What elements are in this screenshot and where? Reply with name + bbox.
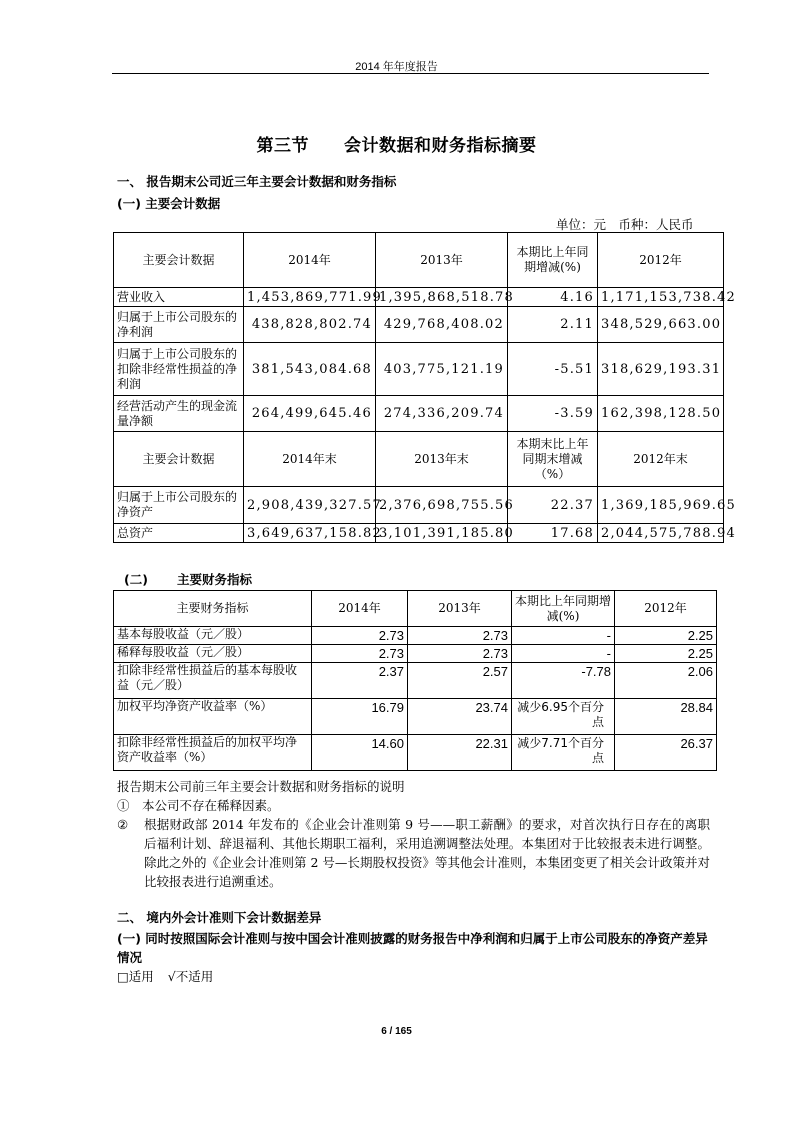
row-label: 扣除非经常性损益后的基本每股收益（元／股） [114, 663, 312, 699]
applicability [117, 967, 213, 986]
table-row [114, 487, 724, 524]
value-cell: 2,376,698,755.56 [376, 487, 508, 524]
value-cell: 2,908,439,327.57 [244, 487, 376, 524]
table-row [114, 663, 717, 699]
value-cell: 22.37 [508, 487, 598, 524]
accounting-data-table [113, 232, 736, 543]
value-cell: 3,101,391,185.80 [376, 524, 508, 543]
change-cell: -7.78 [512, 663, 615, 699]
part1-sub2: 主要财务指标 [177, 572, 253, 587]
part2-heading: 二、 境内外会计准则下会计数据差异 [117, 910, 322, 925]
value-cell: 2.11 [508, 307, 598, 343]
value-cell: 2.25 [615, 645, 717, 663]
row-label: 稀释每股收益（元／股） [114, 645, 312, 663]
value-cell: 1,369,185,969.65 [598, 487, 724, 524]
note-1: ① 本公司不存在稀释因素。 [117, 798, 280, 813]
header-cell: 2013年 [376, 233, 508, 288]
value-cell: 2.25 [615, 627, 717, 645]
row-label: 总资产 [114, 524, 244, 543]
note-2: 根据财政部 2014 年发布的《企业会计准则第 9 号——职工薪酬》的要求，对首次执行日存在的离职后福利计划、辞退福利、其他长期职工福利，采用追溯调整法处理。本集团对于比较报表未进行调整。除此之外的《企业会计准则第 2 号—长期股权投资》等其他会计准则，本集团变更了相关会计政策并对比较报表进行追溯重述。 [144, 817, 710, 889]
value-cell: -5.51 [508, 343, 598, 396]
table-header-row [114, 233, 724, 288]
value-cell: 17.68 [508, 524, 598, 543]
value-cell: 2.73 [312, 627, 408, 645]
value-cell: 3,649,637,158.82 [244, 524, 376, 543]
row-label: 归属于上市公司股东的净利润 [114, 307, 244, 343]
value-cell: 264,499,645.46 [244, 396, 376, 432]
value-cell: 1,453,869,771.99 [244, 288, 376, 307]
value-cell: 2.57 [408, 663, 512, 699]
part2-sub1: (一) 同时按照国际会计准则与按中国会计准则披露的财务报告中净利润和归属于上市公司股东的净资产差异情况 [117, 931, 708, 965]
page-number: 6 / 165 [381, 1026, 412, 1037]
table-row [114, 396, 724, 432]
header-cell: 2013年 [408, 591, 512, 627]
value-cell: 14.60 [312, 735, 408, 771]
value-cell: 1,395,868,518.78 [376, 288, 508, 307]
value-cell: 16.79 [312, 699, 408, 735]
value-cell: 4.16 [508, 288, 598, 307]
table-row [114, 288, 724, 307]
header-cell: 2012年 [615, 591, 717, 627]
header-cell: 2013年末 [376, 432, 508, 487]
header-cell: 本期末比上年同期末增减（%） [508, 432, 598, 487]
value-cell: 348,529,663.00 [598, 307, 724, 343]
row-label: 营业收入 [114, 288, 244, 307]
header-cell: 2012年末 [598, 432, 724, 487]
table-row [114, 307, 724, 343]
row-label: 归属于上市公司股东的净资产 [114, 487, 244, 524]
header-cell: 本期比上年同期增减(%) [512, 591, 615, 627]
change-cell: 减少6.95个百分点 [512, 699, 615, 735]
header-cell: 主要财务指标 [114, 591, 312, 627]
header-cell: 主要会计数据 [114, 432, 244, 487]
notes-title: 报告期末公司前三年主要会计数据和财务指标的说明 [117, 779, 405, 794]
value-cell: 318,629,193.31 [598, 343, 724, 396]
value-cell: 429,768,408.02 [376, 307, 508, 343]
unit-label: 单位：元 币种：人民币 [556, 217, 694, 232]
table-row [114, 645, 717, 663]
change-cell: - [512, 627, 615, 645]
value-cell: 2.37 [312, 663, 408, 699]
row-label: 基本每股收益（元／股） [114, 627, 312, 645]
part1-heading: 一、 报告期末公司近三年主要会计数据和财务指标 [117, 174, 397, 189]
value-cell: 22.31 [408, 735, 512, 771]
header-title: 2014 年年度报告 [355, 61, 438, 73]
header-cell: 2014年 [312, 591, 408, 627]
value-cell: 381,543,084.68 [244, 343, 376, 396]
value-cell: 2.73 [408, 627, 512, 645]
value-cell: 162,398,128.50 [598, 396, 724, 432]
value-cell: 1,171,153,738.42 [598, 288, 724, 307]
note-2-mark: ② [117, 817, 129, 832]
option-applicable[interactable]: □适用 [117, 969, 154, 984]
table-header-row [114, 591, 717, 627]
part1-sub2-num: (二) [124, 572, 148, 587]
value-cell: 438,828,802.74 [244, 307, 376, 343]
value-cell: 26.37 [615, 735, 717, 771]
value-cell: 2.73 [408, 645, 512, 663]
header-cell: 2012年 [598, 233, 724, 288]
change-cell: 减少7.71个百分点 [512, 735, 615, 771]
header-cell: 主要会计数据 [114, 233, 244, 288]
table-header-row [114, 432, 724, 487]
table-row [114, 699, 717, 735]
header-cell: 本期比上年同期增减(%) [508, 233, 598, 288]
row-label: 归属于上市公司股东的扣除非经常性损益的净利润 [114, 343, 244, 396]
value-cell: 23.74 [408, 699, 512, 735]
part1-sub1: (一) 主要会计数据 [117, 196, 221, 211]
value-cell: 403,775,121.19 [376, 343, 508, 396]
option-not-applicable[interactable]: √不适用 [167, 969, 214, 984]
table-row [114, 735, 717, 771]
value-cell: 2.06 [615, 663, 717, 699]
table-row [114, 524, 724, 543]
row-label: 经营活动产生的现金流量净额 [114, 396, 244, 432]
value-cell: 274,336,209.74 [376, 396, 508, 432]
header-cell: 2014年末 [244, 432, 376, 487]
financial-indicators-table [113, 590, 717, 771]
table-row [114, 343, 724, 396]
value-cell: 28.84 [615, 699, 717, 735]
value-cell: -3.59 [508, 396, 598, 432]
change-cell: - [512, 645, 615, 663]
header-rule [112, 73, 709, 74]
value-cell: 2,044,575,788.94 [598, 524, 724, 543]
header-cell: 2014年 [244, 233, 376, 288]
table-row [114, 627, 717, 645]
row-label: 扣除非经常性损益后的加权平均净资产收益率（%） [114, 735, 312, 771]
row-label: 加权平均净资产收益率（%） [114, 699, 312, 735]
section-title: 第三节 会计数据和财务指标摘要 [256, 136, 537, 156]
value-cell: 2.73 [312, 645, 408, 663]
